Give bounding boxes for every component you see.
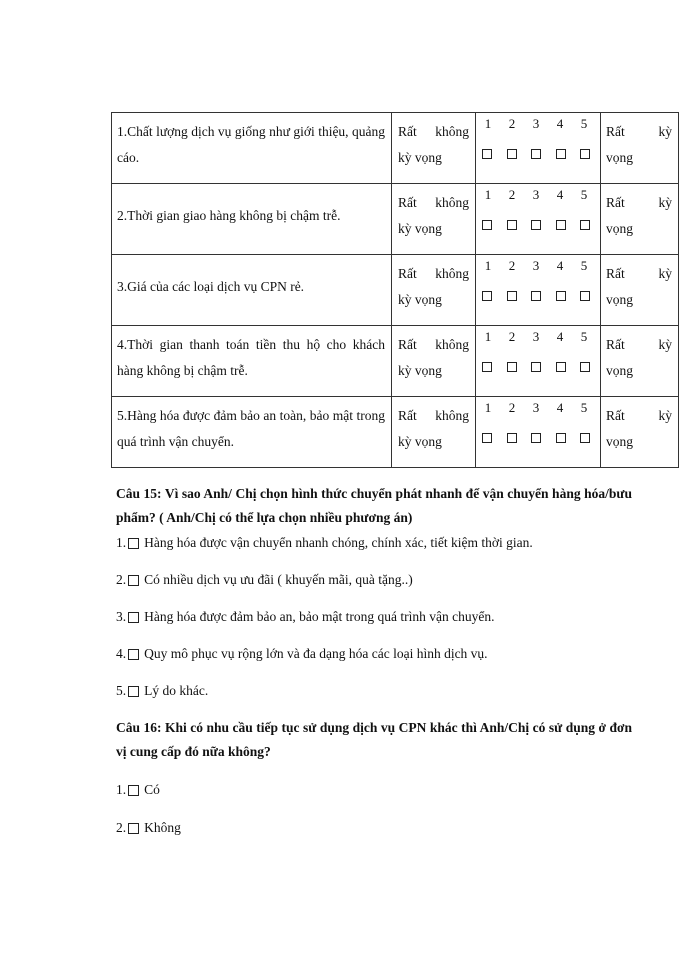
rating-row — [112, 113, 679, 184]
rating-checkbox-3[interactable] — [531, 433, 541, 443]
rating-row — [112, 326, 679, 397]
scale-number: 2 — [508, 258, 516, 273]
rating-scale — [476, 113, 600, 159]
scale-number: 2 — [508, 329, 516, 344]
rating-scale — [476, 184, 600, 230]
question-16-title: Câu 16: Khi có nhu cầu tiếp tục sử dụng dịch vụ CPN khác thì Anh/Chị có sử dụng ở đơn vị cung cấp đó nữa không? — [116, 720, 632, 759]
option-number: 5. — [116, 683, 127, 698]
rating-checkbox-3[interactable] — [531, 149, 541, 159]
rating-checkbox-3[interactable] — [531, 362, 541, 372]
option-checkbox[interactable] — [128, 785, 139, 796]
rating-checkbox-2[interactable] — [507, 149, 517, 159]
rating-row — [112, 255, 679, 326]
option-checkbox[interactable] — [128, 686, 139, 697]
rating-checkbox-4[interactable] — [556, 149, 566, 159]
option-number: 1. — [116, 535, 127, 550]
q16-option-2[interactable] — [116, 819, 181, 837]
scale-low-label: Rất không kỳ vọng — [398, 124, 469, 165]
q15-option-1[interactable] — [116, 534, 533, 552]
option-number: 2. — [116, 572, 127, 587]
rating-question: 1.Chất lượng dịch vụ giống như giới thiệu, quảng cáo. — [117, 124, 385, 165]
scale-number: 5 — [580, 400, 588, 415]
option-number: 4. — [116, 646, 127, 661]
q15-option-5[interactable] — [116, 682, 208, 700]
rating-checkbox-2[interactable] — [507, 362, 517, 372]
scale-high-label: Rất kỳ vọng — [606, 408, 672, 449]
scale-number: 5 — [580, 116, 588, 131]
option-number: 3. — [116, 609, 127, 624]
scale-number: 1 — [484, 187, 492, 202]
rating-scale — [476, 255, 600, 301]
rating-checkbox-1[interactable] — [482, 291, 492, 301]
q15-option-4[interactable] — [116, 645, 488, 663]
rating-question: 3.Giá của các loại dịch vụ CPN rẻ. — [117, 279, 305, 294]
rating-row — [112, 397, 679, 468]
option-checkbox[interactable] — [128, 612, 139, 623]
option-number: 2. — [116, 820, 127, 835]
rating-checkbox-5[interactable] — [580, 433, 590, 443]
scale-high-label: Rất kỳ vọng — [606, 266, 672, 307]
option-checkbox[interactable] — [128, 823, 139, 834]
scale-number: 3 — [532, 187, 540, 202]
scale-high-label: Rất kỳ vọng — [606, 195, 672, 236]
rating-checkbox-4[interactable] — [556, 362, 566, 372]
option-label: Có — [144, 782, 160, 797]
question-15-title: Câu 15: Vì sao Anh/ Chị chọn hình thức chuyển phát nhanh để vận chuyển hàng hóa/bưu phẩm? ( Anh/Chị có thể lựa chọn nhiều phương án) — [116, 486, 632, 525]
scale-number: 1 — [484, 329, 492, 344]
rating-question: 4.Thời gian thanh toán tiền thu hộ cho khách hàng không bị chậm trễ. — [117, 337, 385, 378]
scale-low-label: Rất không kỳ vọng — [398, 266, 469, 307]
question-16 — [116, 716, 632, 764]
option-checkbox[interactable] — [128, 575, 139, 586]
rating-checkbox-2[interactable] — [507, 291, 517, 301]
scale-number: 4 — [556, 258, 564, 273]
scale-number: 4 — [556, 116, 564, 131]
rating-scale — [476, 397, 600, 443]
scale-number: 2 — [508, 187, 516, 202]
rating-checkbox-4[interactable] — [556, 291, 566, 301]
rating-checkbox-5[interactable] — [580, 291, 590, 301]
rating-table — [111, 112, 679, 468]
scale-high-label: Rất kỳ vọng — [606, 124, 672, 165]
rating-scale — [476, 326, 600, 372]
option-number: 1. — [116, 782, 127, 797]
rating-checkbox-2[interactable] — [507, 220, 517, 230]
option-checkbox[interactable] — [128, 538, 139, 549]
rating-checkbox-3[interactable] — [531, 220, 541, 230]
rating-checkbox-5[interactable] — [580, 362, 590, 372]
scale-low-label: Rất không kỳ vọng — [398, 408, 469, 449]
rating-question: 5.Hàng hóa được đảm bảo an toàn, bảo mật trong quá trình vận chuyển. — [117, 408, 385, 449]
scale-number: 3 — [532, 116, 540, 131]
q16-option-1[interactable] — [116, 781, 160, 799]
scale-number: 5 — [580, 329, 588, 344]
rating-checkbox-4[interactable] — [556, 433, 566, 443]
rating-checkbox-1[interactable] — [482, 433, 492, 443]
scale-number: 4 — [556, 187, 564, 202]
scale-number: 5 — [580, 187, 588, 202]
rating-question: 2.Thời gian giao hàng không bị chậm trễ. — [117, 208, 341, 223]
scale-number: 2 — [508, 400, 516, 415]
q15-option-3[interactable] — [116, 608, 494, 626]
q15-option-2[interactable] — [116, 571, 413, 589]
rating-checkbox-5[interactable] — [580, 149, 590, 159]
scale-number: 5 — [580, 258, 588, 273]
scale-number: 4 — [556, 400, 564, 415]
scale-number: 3 — [532, 400, 540, 415]
rating-checkbox-3[interactable] — [531, 291, 541, 301]
rating-checkbox-1[interactable] — [482, 362, 492, 372]
option-label: Quy mô phục vụ rộng lớn và đa dạng hóa các loại hình dịch vụ. — [144, 646, 488, 661]
rating-checkbox-1[interactable] — [482, 220, 492, 230]
rating-checkbox-2[interactable] — [507, 433, 517, 443]
rating-checkbox-1[interactable] — [482, 149, 492, 159]
scale-high-label: Rất kỳ vọng — [606, 337, 672, 378]
option-label: Có nhiều dịch vụ ưu đãi ( khuyến mãi, quà tặng..) — [144, 572, 413, 587]
option-label: Lý do khác. — [144, 683, 209, 698]
scale-number: 4 — [556, 329, 564, 344]
option-checkbox[interactable] — [128, 649, 139, 660]
scale-low-label: Rất không kỳ vọng — [398, 337, 469, 378]
scale-number: 1 — [484, 116, 492, 131]
rating-row — [112, 184, 679, 255]
scale-low-label: Rất không kỳ vọng — [398, 195, 469, 236]
option-label: Hàng hóa được vận chuyển nhanh chóng, chính xác, tiết kiệm thời gian. — [144, 535, 533, 550]
scale-number: 3 — [532, 329, 540, 344]
option-label: Hàng hóa được đảm bảo an, bảo mật trong quá trình vận chuyển. — [144, 609, 495, 624]
scale-number: 2 — [508, 116, 516, 131]
question-15 — [116, 482, 632, 530]
scale-number: 3 — [532, 258, 540, 273]
rating-checkbox-4[interactable] — [556, 220, 566, 230]
scale-number: 1 — [484, 400, 492, 415]
scale-number: 1 — [484, 258, 492, 273]
option-label: Không — [144, 820, 181, 835]
rating-checkbox-5[interactable] — [580, 220, 590, 230]
